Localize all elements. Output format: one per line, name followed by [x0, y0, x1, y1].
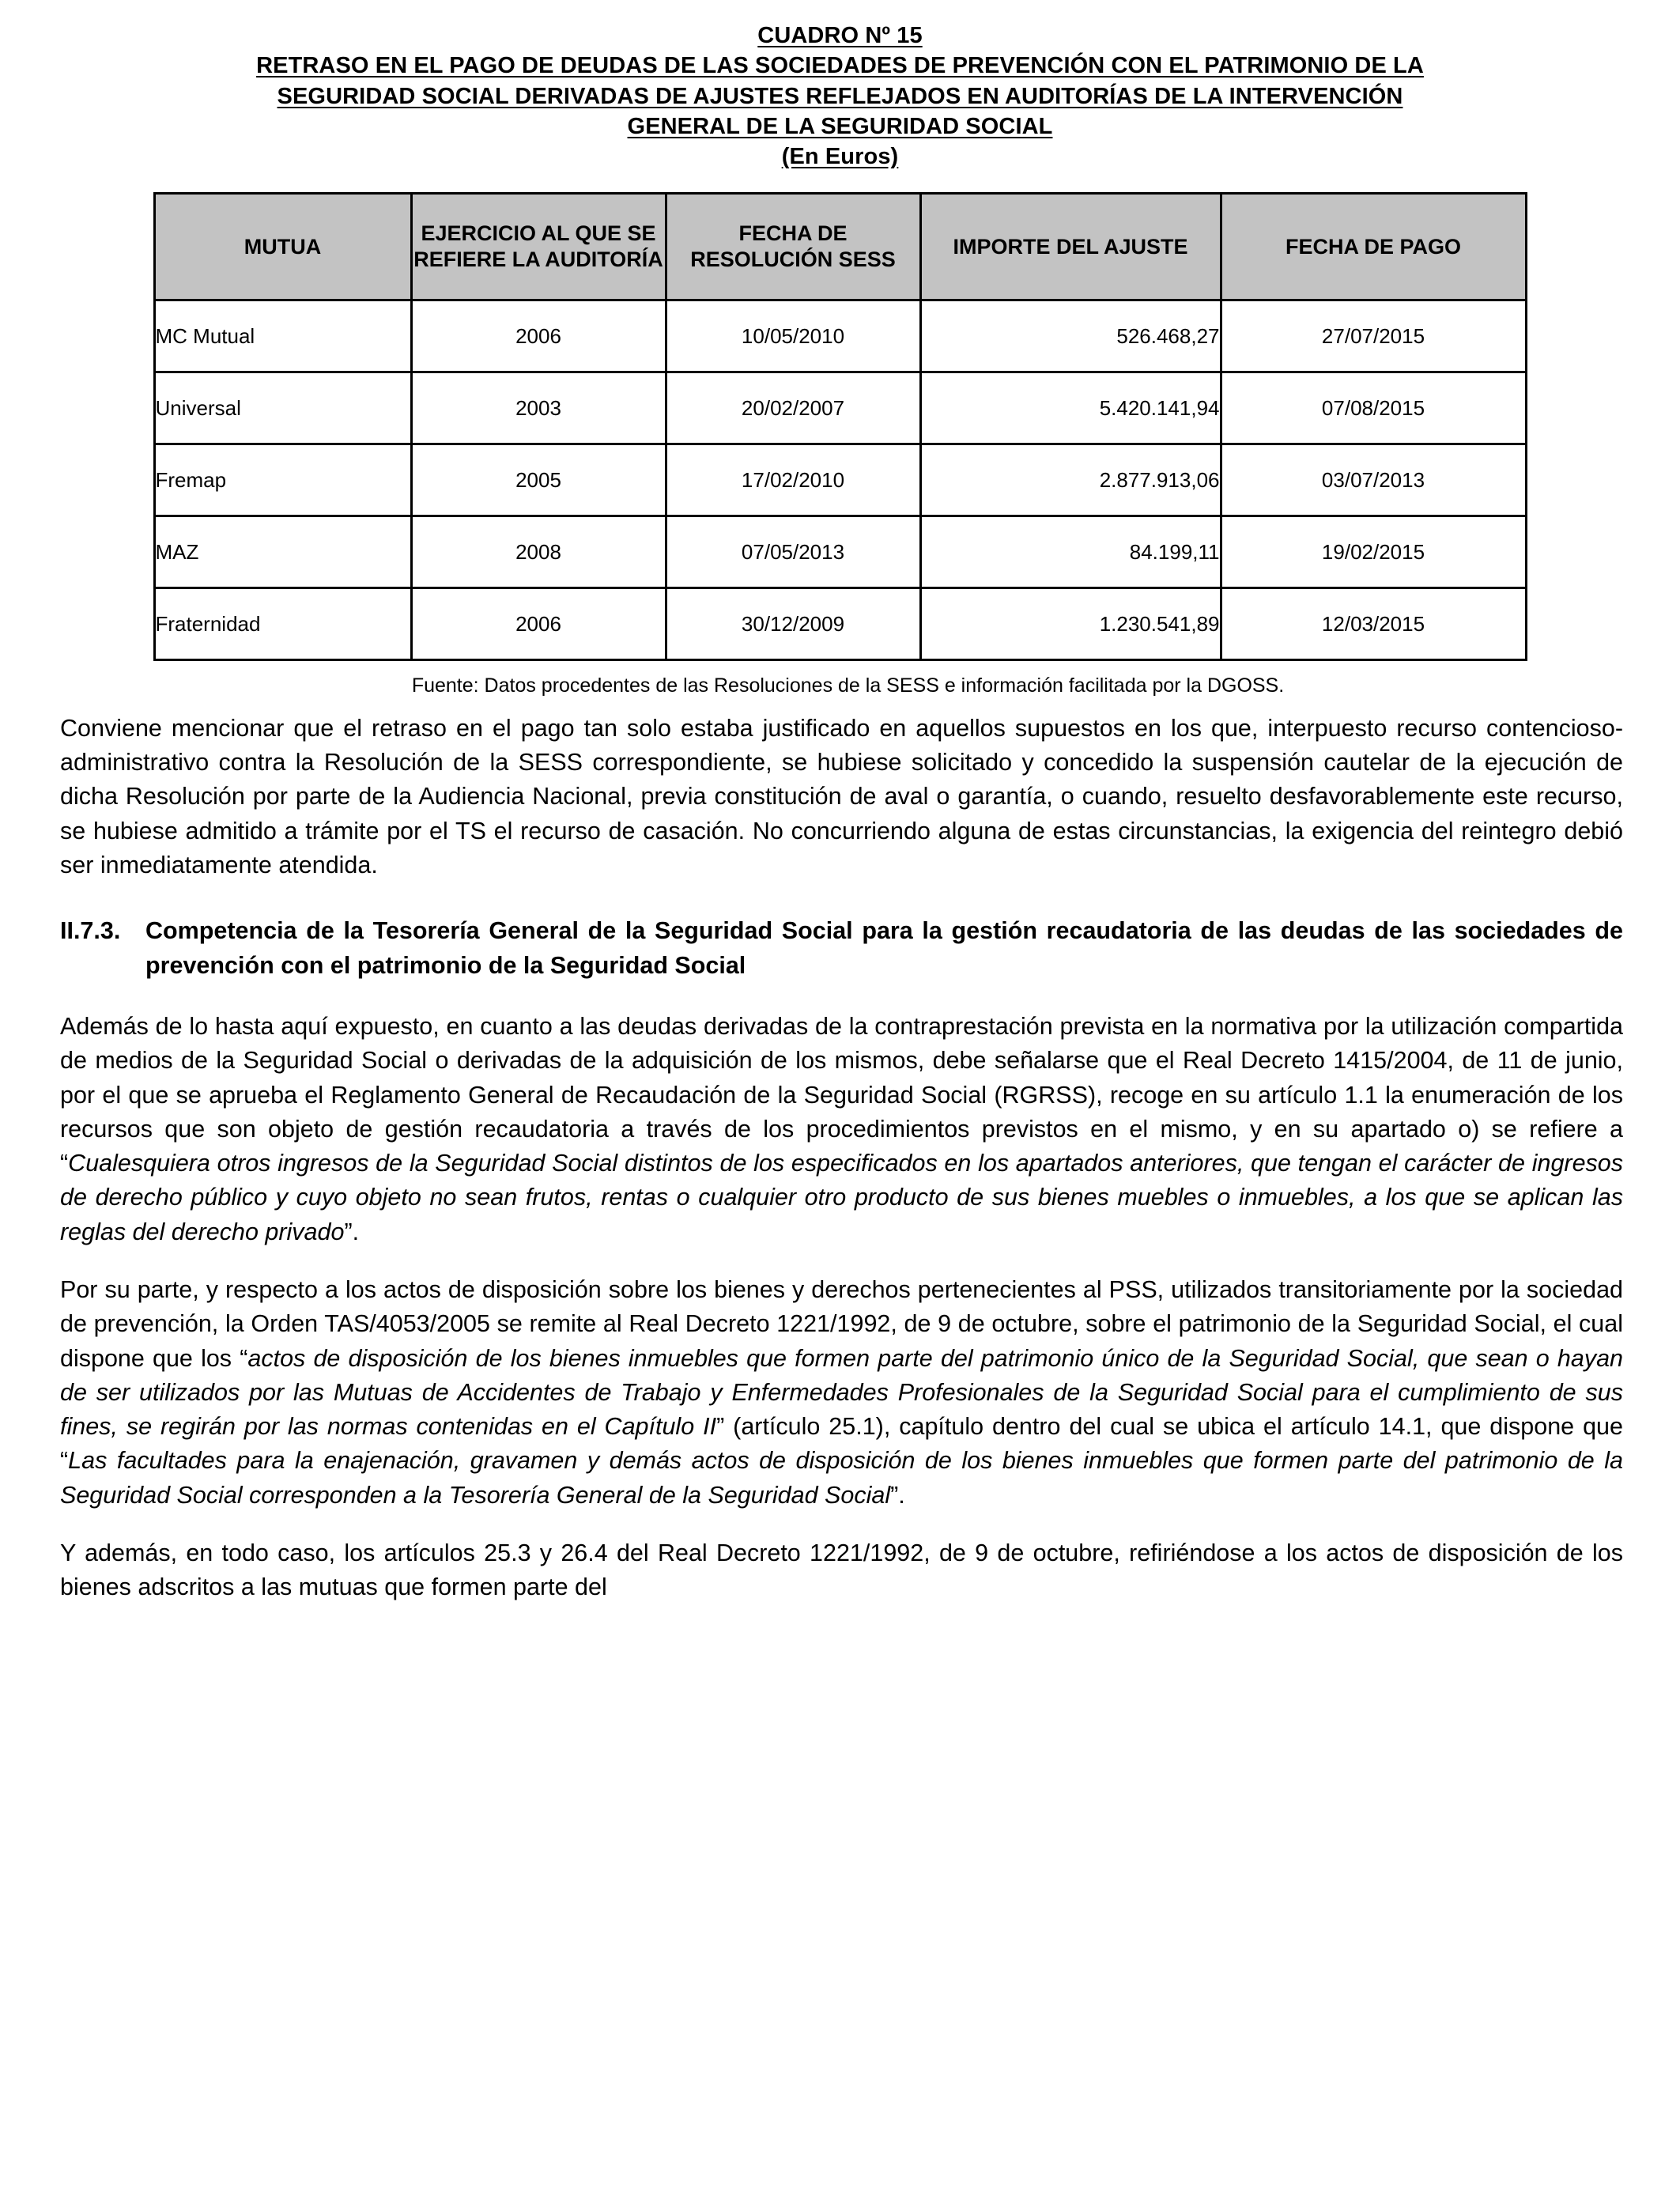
- section-title: Competencia de la Tesorería General de la Seguridad Social para la gestión recaudatoria de las deudas de las sociedades de prevención con el patrimonio de la Seguridad Social: [145, 917, 1623, 979]
- column-header-importe: IMPORTE DEL AJUSTE: [920, 194, 1221, 300]
- quote-rgrss-articulo-1-1: Cualesquiera otros ingresos de la Seguridad Social distintos de los especificados en los apartados anteriores, que tengan el carácter de ingresos de derecho público y cuyo objeto no sean frutos, rentas o cualquier otro producto de sus bienes muebles o inmuebles, a los que se aplican las reglas del derecho privado: [60, 1150, 1623, 1245]
- cell-fecha-pago: 27/07/2015: [1221, 300, 1526, 372]
- cuadro-number-line: [0, 21, 1680, 51]
- cell-importe: 526.468,27: [920, 300, 1221, 372]
- cuadro-title-line-3: [0, 111, 1680, 142]
- cell-fecha-pago: 19/02/2015: [1221, 516, 1526, 588]
- cell-ejercicio: 2003: [411, 372, 666, 444]
- cell-ejercicio: 2008: [411, 516, 666, 588]
- cell-importe: 1.230.541,89: [920, 588, 1221, 660]
- table-source-note: Fuente: Datos procedentes de las Resoluciones de la SESS e información facilitada por la DGOSS.: [411, 674, 1285, 697]
- cell-importe: 2.877.913,06: [920, 444, 1221, 516]
- table-header: [154, 194, 1526, 300]
- paragraph-rgrss: [60, 1010, 1623, 1249]
- column-header-mutua: MUTUA: [154, 194, 411, 300]
- section-heading-ii-7-3: [60, 914, 1623, 983]
- paragraph-rgrss-tail: ”.: [344, 1218, 360, 1245]
- cell-fecha-resolucion: 17/02/2010: [666, 444, 920, 516]
- quote-rd-1221-articulo-14-1: Las facultades para la enajenación, gravamen y demás actos de disposición de los bienes inmuebles que formen parte del patrimonio de la Seguridad Social corresponden a la Tesorería General de la Seguridad Social: [60, 1447, 1623, 1509]
- cuadro-title-text-2: SEGURIDAD SOCIAL DERIVADAS DE AJUSTES REFLEJADOS EN AUDITORÍAS DE LA INTERVENCIÓN: [277, 83, 1403, 109]
- cuadro-title-text-3: GENERAL DE LA SEGURIDAD SOCIAL: [627, 113, 1053, 139]
- cell-fecha-pago: 07/08/2015: [1221, 372, 1526, 444]
- cell-mutua: Fremap: [154, 444, 411, 516]
- cuadro-title-text-1: RETRASO EN EL PAGO DE DEUDAS DE LAS SOCIEDADES DE PREVENCIÓN CON EL PATRIMONIO DE LA: [256, 53, 1424, 79]
- cell-mutua: Universal: [154, 372, 411, 444]
- cell-ejercicio: 2005: [411, 444, 666, 516]
- cuadro-units-text: (En Euros): [781, 144, 899, 170]
- cell-mutua: Fraternidad: [154, 588, 411, 660]
- cell-fecha-resolucion: 10/05/2010: [666, 300, 920, 372]
- table-row: [154, 516, 1526, 588]
- table-row: [154, 588, 1526, 660]
- column-header-ejercicio: EJERCICIO AL QUE SE REFIERE LA AUDITORÍA: [411, 194, 666, 300]
- paragraph-actos-lead: Por su parte, y respecto a los actos de disposición sobre los bienes y derechos pertenecientes al PSS, utilizados transitoriamente por la sociedad de prevención, la Orden TAS/4053/2005 se remite al Real Decreto 1221/1992, de 9 de octubre, sobre el patrimonio de la Seguridad Social, el cual dispone que los “: [60, 1275, 1623, 1372]
- cuadro-units-line: [0, 142, 1680, 172]
- cell-fecha-pago: 12/03/2015: [1221, 588, 1526, 660]
- paragraph-actos-disposicion: [60, 1273, 1623, 1513]
- cell-fecha-resolucion: 30/12/2009: [666, 588, 920, 660]
- paragraph-retraso-justificado: Conviene mencionar que el retraso en el pago tan solo estaba justificado en aquellos supuestos en los que, interpuesto recurso contencioso-administrativo contra la Resolución de la SESS correspondiente, se hubiese solicitado y concedido la suspensión cautelar de la ejecución de dicha Resolución por parte de la Audiencia Nacional, previa constitución de aval o garantía, o cuando, resuelto desfavorablemente este recurso, se hubiese admitido a trámite por el TS el recurso de casación. No concurriendo alguna de estas circunstancias, la exigencia del reintegro debió ser inmediatamente atendida.: [60, 714, 1623, 879]
- cuadro-title-line-1: [0, 51, 1680, 81]
- paragraph-actos-middle: ” (artículo 25.1), capítulo dentro del cual se ubica el artículo 14.1, que dispone que “: [60, 1413, 1623, 1475]
- document-body: [0, 712, 1680, 1605]
- cell-fecha-resolucion: 20/02/2007: [666, 372, 920, 444]
- cuadro-number-text: CUADRO Nº 15: [757, 23, 923, 48]
- cuadro-title-line-2: [0, 81, 1680, 111]
- cuadro-table-wrapper: [0, 172, 1680, 661]
- cell-mutua: MC Mutual: [154, 300, 411, 372]
- table-row: [154, 372, 1526, 444]
- cell-ejercicio: 2006: [411, 588, 666, 660]
- column-header-fecha-resolucion: FECHA DE RESOLUCIÓN SESS: [666, 194, 920, 300]
- table-row: [154, 300, 1526, 372]
- quote-rd-1221-articulo-25-1: actos de disposición de los bienes inmuebles que formen parte del patrimonio único de la Seguridad Social, que sean o hayan de ser utilizados por las Mutuas de Accidentes de Trabajo y Enfermedades Profesionales de la Seguridad Social para el cumplimiento de sus fines, se regirán por las normas contenidas en el Capítulo II: [60, 1344, 1623, 1441]
- table-title-block: [0, 0, 1680, 172]
- paragraph-articulos-25-3-26-4: Y además, en todo caso, los artículos 25.3 y 26.4 del Real Decreto 1221/1992, de 9 de octubre, refiriéndose a los actos de disposición de los bienes adscritos a las mutuas que formen parte del: [60, 1540, 1623, 1601]
- paragraph-rgrss-lead: Además de lo hasta aquí expuesto, en cuanto a las deudas derivadas de la contraprestación prevista en la normativa por la utilización compartida de medios de la Seguridad Social o derivadas de la adquisición de los mismos, debe señalarse que el Real Decreto 1415/2004, de 11 de junio, por el que se aprueba el Reglamento General de Recaudación de la Seguridad Social (RGRSS), recoge en su artículo 1.1 la enumeración de los recursos que son objeto de gestión recaudatoria a través de los procedimientos previstos en el mismo, y en su apartado o) se refiere a “: [60, 1012, 1623, 1177]
- cell-importe: 5.420.141,94: [920, 372, 1221, 444]
- section-number: II.7.3.: [60, 917, 121, 945]
- cell-importe: 84.199,11: [920, 516, 1221, 588]
- table-header-row: [154, 194, 1526, 300]
- cuadro-table: [153, 192, 1527, 661]
- cell-fecha-pago: 03/07/2013: [1221, 444, 1526, 516]
- cell-fecha-resolucion: 07/05/2013: [666, 516, 920, 588]
- column-header-fecha-pago: FECHA DE PAGO: [1221, 194, 1526, 300]
- cell-mutua: MAZ: [154, 516, 411, 588]
- cell-ejercicio: 2006: [411, 300, 666, 372]
- table-body: [154, 300, 1526, 660]
- table-row: [154, 444, 1526, 516]
- paragraph-actos-tail: ”.: [890, 1481, 905, 1509]
